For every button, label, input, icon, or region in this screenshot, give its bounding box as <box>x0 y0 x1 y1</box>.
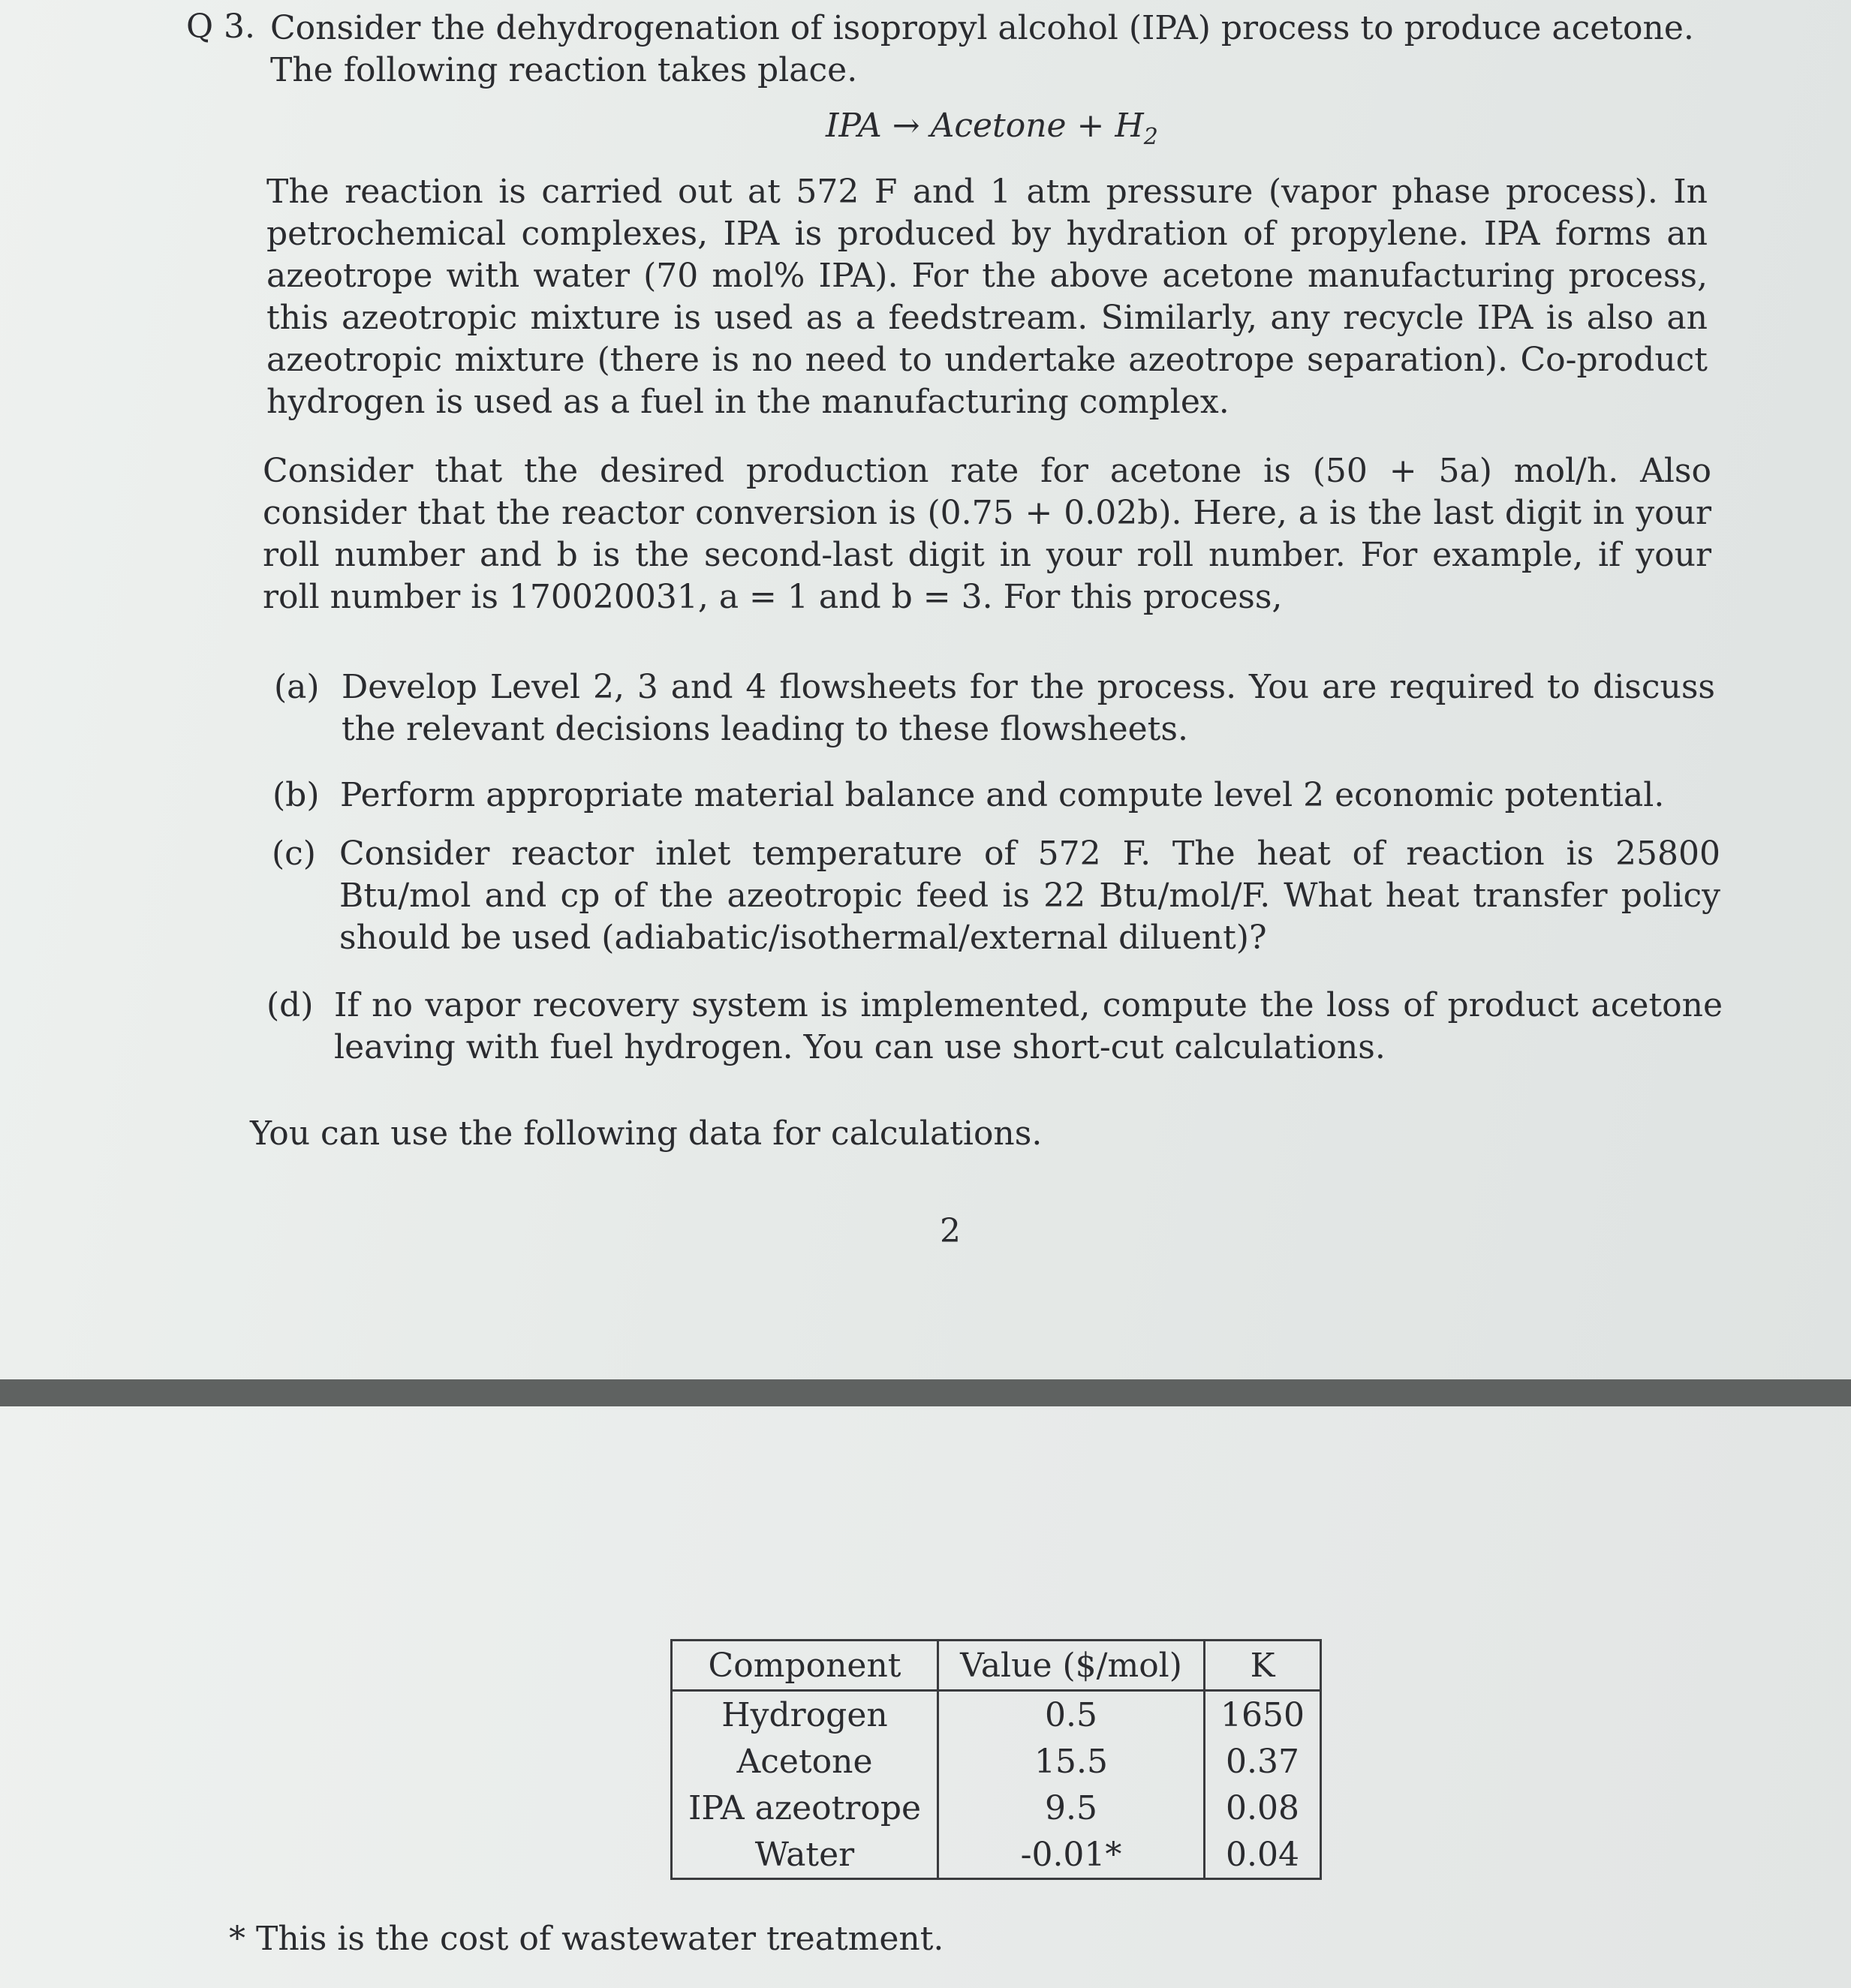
part-text: If no vapor recovery system is implemented, compute the loss of product acetone leaving with fuel hydrogen. You can use short-cut calculations. <box>334 986 1723 1066</box>
table-cell: Acetone <box>672 1738 938 1785</box>
table-cell: Hydrogen <box>672 1691 938 1739</box>
table-cell: 9.5 <box>938 1785 1205 1831</box>
header-k: K <box>1205 1641 1321 1691</box>
table-row <box>672 1738 1321 1785</box>
part-label: (d) <box>266 986 314 1024</box>
part-text: Consider reactor inlet temperature of 572 F. The heat of reaction is 25800 Btu/mol and cp of the azeotropic feed is 22 Btu/mol/F. What heat transfer policy should be used (adiabatic/isothermal/external diluent)? <box>339 835 1720 957</box>
table-header-row <box>672 1641 1321 1691</box>
data-intro: You can use the following data for calculations. <box>250 1114 1043 1153</box>
table-row <box>672 1831 1321 1879</box>
table-cell: 15.5 <box>938 1738 1205 1785</box>
process-description: The reaction is carried out at 572 F and 1 atm pressure (vapor phase process). In petrochemical complexes, IPA is produced by hydration of propylene. IPA forms an azeotrope with water (70 mol% IPA). For the above acetone manufacturing process, this azeotropic mixture is used as a feedstream. Similarly, any recycle IPA is also an azeotropic mixture (there is no need to undertake azeotrope separation). Co-product hydrogen is used as a fuel in the manufacturing complex. <box>266 173 1708 421</box>
question-intro: Consider the dehydrogenation of isopropyl alcohol (IPA) process to produce acetone. The following reaction takes place. <box>270 9 1694 89</box>
table-row <box>672 1691 1321 1739</box>
equation-text: IPA → Acetone + H <box>826 107 1144 145</box>
table-cell: -0.01* <box>938 1831 1205 1879</box>
part-label: (c) <box>272 835 316 873</box>
data-table <box>670 1639 1322 1880</box>
part-text: Develop Level 2, 3 and 4 flowsheets for the process. You are required to discuss the relevant decisions leading to these flowsheets. <box>342 668 1715 748</box>
table-cell: Water <box>672 1831 938 1879</box>
page-separator <box>0 1379 1851 1406</box>
part-label: (a) <box>274 668 320 706</box>
production-rate-paragraph: Consider that the desired production rate for acetone is (50 + 5a) mol/h. Also consider that the reactor conversion is (0.75 + 0.02b). Here, a is the last digit in your roll number and b is the second-last digit in your roll number. For example, if your roll number is 170020031, a = 1 and b = 3. For this process, <box>263 452 1711 616</box>
header-component: Component <box>672 1641 938 1691</box>
table-footnote: * This is the cost of wastewater treatment. <box>229 1920 944 1958</box>
reaction-equation <box>826 107 1158 150</box>
table-cell: IPA azeotrope <box>672 1785 938 1831</box>
page-number: 2 <box>940 1212 961 1250</box>
question-number: Q 3. <box>186 8 256 46</box>
part-label: (b) <box>272 776 320 814</box>
equation-subscript: 2 <box>1143 124 1158 150</box>
table-cell: 0.08 <box>1205 1785 1321 1831</box>
table-row <box>672 1785 1321 1831</box>
table-cell: 0.37 <box>1205 1738 1321 1785</box>
table-cell: 0.04 <box>1205 1831 1321 1879</box>
part-text: Perform appropriate material balance and compute level 2 economic potential. <box>340 776 1665 814</box>
table-cell: 0.5 <box>938 1691 1205 1739</box>
header-value: Value ($/mol) <box>938 1641 1205 1691</box>
table-cell: 1650 <box>1205 1691 1321 1739</box>
